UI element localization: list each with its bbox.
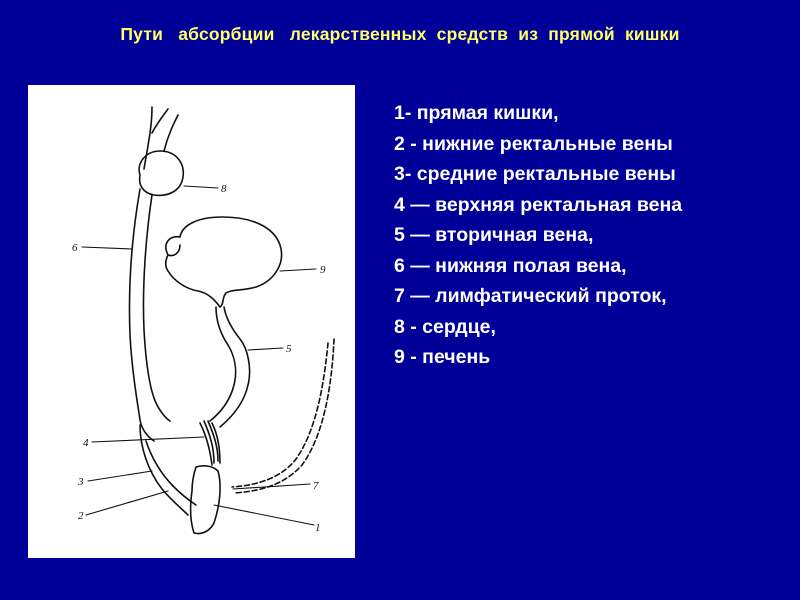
legend-list xyxy=(394,98,784,373)
slide-title: Пути абсорбции лекарственных средств из прямой кишки xyxy=(120,24,680,44)
label-8: 8 xyxy=(221,183,227,195)
label-5: 5 xyxy=(286,343,292,355)
label-3: 3 xyxy=(78,476,84,488)
legend-item-5: 5 — вторичная вена, xyxy=(394,224,594,246)
label-7: 7 xyxy=(313,480,319,492)
legend-item-3: 3- средние ректальные вены xyxy=(394,163,676,185)
legend-item-4: 4 — верхняя ректальная вена xyxy=(394,193,683,216)
label-4: 4 xyxy=(83,437,89,449)
label-6: 6 xyxy=(72,242,78,254)
legend-item-8: 8 - сердце, xyxy=(394,315,496,338)
label-1: 1 xyxy=(315,522,321,534)
label-2: 2 xyxy=(78,510,84,522)
legend-item-9: 9 - печень xyxy=(394,346,491,368)
legend-item-7: 7 — лимфатический проток, xyxy=(394,285,667,307)
label-9: 9 xyxy=(320,264,326,276)
diagram-labels xyxy=(28,85,355,558)
legend-item-1: 1- прямая кишки, xyxy=(394,102,559,124)
legend-item-2: 2 - нижние ректальные вены xyxy=(394,132,673,155)
legend-item-6: 6 — нижняя полая вена, xyxy=(394,254,627,277)
anatomy-diagram xyxy=(28,85,355,558)
